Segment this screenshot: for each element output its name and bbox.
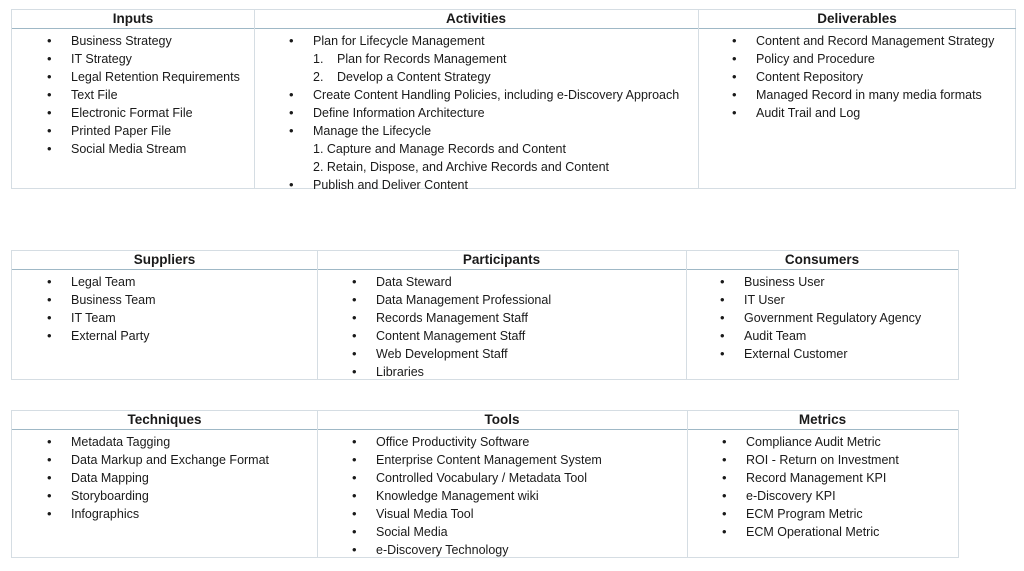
suppliers-list [71,273,156,345]
list-item: • Content Repository [756,68,994,86]
header-participants: Participants [317,251,686,270]
list-item: • IT Strategy [71,50,240,68]
list-item: • Office Productivity Software [376,433,602,451]
item-number: 1. [313,52,324,66]
list-item: • Web Development Staff [376,345,551,363]
column-divider [698,10,699,188]
list-item: • Business Team [71,291,156,309]
list-item: • Define Information Architecture [313,104,679,122]
metrics-list [746,433,899,541]
item-text: Develop a Content Strategy [337,70,491,84]
list-item: • Social Media [376,523,602,541]
list-item: • Content Management Staff [376,327,551,345]
list-item: • Record Management KPI [746,469,899,487]
list-item: • Controlled Vocabulary / Metadata Tool [376,469,602,487]
column-divider [687,411,688,557]
list-item: • Data Management Professional [376,291,551,309]
list-item: • Infographics [71,505,269,523]
list-item: • Libraries [376,363,551,381]
activities-list [313,32,679,194]
list-item: • Text File [71,86,240,104]
list-item: • Printed Paper File [71,122,240,140]
header-tools: Tools [317,411,687,430]
participants-list [376,273,551,381]
table-techniques-tools-metrics [11,410,959,558]
numbered-sub-item [313,50,679,68]
techniques-list [71,433,269,523]
item-number: 2. [313,70,324,84]
column-divider [317,251,318,379]
list-item: • Social Media Stream [71,140,240,158]
list-item: • External Customer [744,345,921,363]
list-item: • Visual Media Tool [376,505,602,523]
list-item: • ECM Program Metric [746,505,899,523]
list-item: • Government Regulatory Agency [744,309,921,327]
list-item: • Audit Team [744,327,921,345]
list-item: • Business User [744,273,921,291]
numbered-sub-item: 2. Retain, Dispose, and Archive Records and Content [313,160,610,174]
table-inputs-activities-deliverables [11,9,1016,192]
header-techniques: Techniques [12,411,317,430]
list-item: • e-Discovery Technology [376,541,602,559]
consumers-list [744,273,921,363]
list-item: • Legal Retention Requirements [71,68,240,86]
list-item: • Storyboarding [71,487,269,505]
header-suppliers: Suppliers [12,251,317,270]
numbered-sub-item [313,68,679,86]
numbered-sub-item: 1. Capture and Manage Records and Content [313,142,566,156]
list-item: • Manage the Lifecycle [313,122,679,140]
list-item: • Data Markup and Exchange Format [71,451,269,469]
list-item: • IT Team [71,309,156,327]
list-item: • ECM Operational Metric [746,523,899,541]
header-deliverables: Deliverables [698,10,1016,29]
list-item: • Legal Team [71,273,156,291]
list-item: • e-Discovery KPI [746,487,899,505]
list-item: • Metadata Tagging [71,433,269,451]
list-item: • Audit Trail and Log [756,104,994,122]
column-divider [686,251,687,379]
table-suppliers-participants-consumers [11,250,959,380]
list-item: • ROI - Return on Investment [746,451,899,469]
list-item: • Electronic Format File [71,104,240,122]
header-metrics: Metrics [687,411,958,430]
header-activities: Activities [254,10,698,29]
list-item: • Managed Record in many media formats [756,86,994,104]
list-item: • Publish and Deliver Content [313,176,679,194]
list-item: • Plan for Lifecycle Management [313,32,679,50]
list-item: • IT User [744,291,921,309]
list-item: • Policy and Procedure [756,50,994,68]
column-divider [317,411,318,557]
column-divider [254,10,255,188]
list-item: • Data Mapping [71,469,269,487]
list-item: • Create Content Handling Policies, including e-Discovery Approach [313,86,679,104]
list-item: • Business Strategy [71,32,240,50]
list-item: • Content and Record Management Strategy [756,32,994,50]
list-item: • Compliance Audit Metric [746,433,899,451]
tools-list [376,433,602,559]
list-item: • Knowledge Management wiki [376,487,602,505]
header-consumers: Consumers [686,251,958,270]
list-item: • Enterprise Content Management System [376,451,602,469]
list-item: • Data Steward [376,273,551,291]
inputs-list [71,32,240,158]
list-item: • External Party [71,327,156,345]
list-item: • Records Management Staff [376,309,551,327]
deliverables-list [756,32,994,122]
item-text: Plan for Records Management [337,52,507,66]
header-inputs: Inputs [12,10,254,29]
